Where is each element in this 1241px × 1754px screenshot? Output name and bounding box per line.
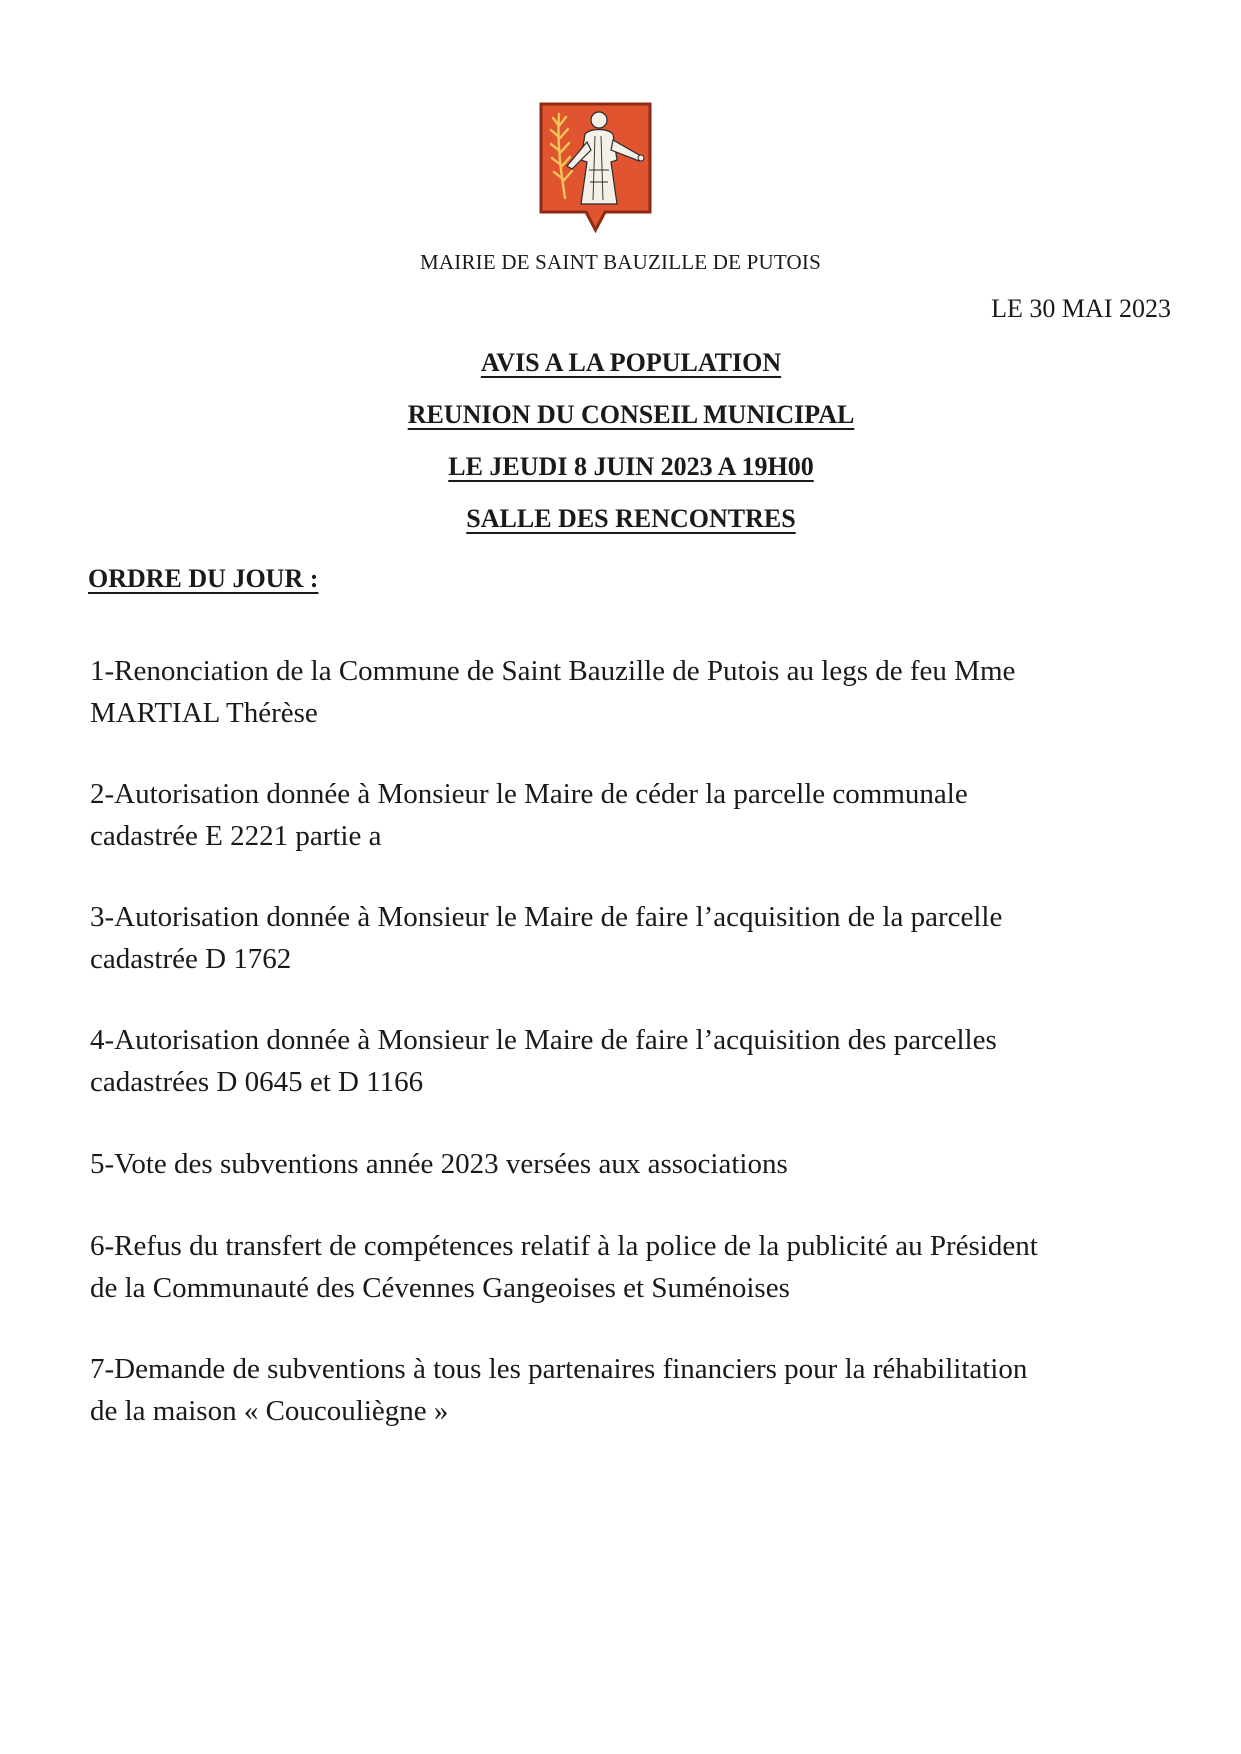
agenda-item-line: MARTIAL Thérèse [90,697,318,729]
agenda-item-7 [90,1348,1190,1432]
mairie-header: MAIRIE DE SAINT BAUZILLE DE PUTOIS [420,250,821,274]
agenda-item-line: 1-Renonciation de la Commune de Saint Bauzille de Putois au legs de feu Mme [90,655,1016,687]
agenda-item-line: de la maison « Coucouliègne » [90,1395,449,1427]
agenda-item-3 [90,896,1190,980]
agenda-item-2 [90,773,1190,857]
agenda-item-1 [90,650,1190,734]
agenda-item-line: 4-Autorisation donnée à Monsieur le Maire de faire l’acquisition des parcelles [90,1024,997,1056]
agenda-item-line: 2-Autorisation donnée à Monsieur le Maire de céder la parcelle communale [90,778,968,810]
notice-subtitle: REUNION DU CONSEIL MUNICIPAL [407,400,855,429]
agenda-item-line: de la Communauté des Cévennes Gangeoises et Suménoises [90,1272,790,1304]
agenda-item-line: cadastrée E 2221 partie a [90,820,382,852]
agenda-title: ORDRE DU JOUR : [88,564,319,593]
agenda-item-line: 3-Autorisation donnée à Monsieur le Maire de faire l’acquisition de la parcelle [90,901,1003,933]
agenda-item-line: 5-Vote des subventions année 2023 versées aux associations [90,1148,788,1180]
agenda-item-6 [90,1225,1190,1309]
agenda-item-line: cadastrée D 1762 [90,943,292,975]
agenda-item-line: cadastrées D 0645 et D 1166 [90,1066,424,1098]
meeting-venue: SALLE DES RENCONTRES [466,504,796,533]
agenda-item-line: 6-Refus du transfert de compétences relatif à la police de la publicité au Président [90,1230,1038,1262]
agenda-item-line: 7-Demande de subventions à tous les partenaires financiers pour la réhabilitation [90,1353,1028,1385]
notice-title: AVIS A LA POPULATION [480,348,782,377]
coat-of-arms-icon [537,100,654,238]
document-date: LE 30 MAI 2023 [991,294,1171,323]
agenda-item-5 [90,1143,1190,1185]
meeting-datetime: LE JEUDI 8 JUIN 2023 A 19H00 [448,452,814,481]
agenda-item-4 [90,1019,1190,1103]
